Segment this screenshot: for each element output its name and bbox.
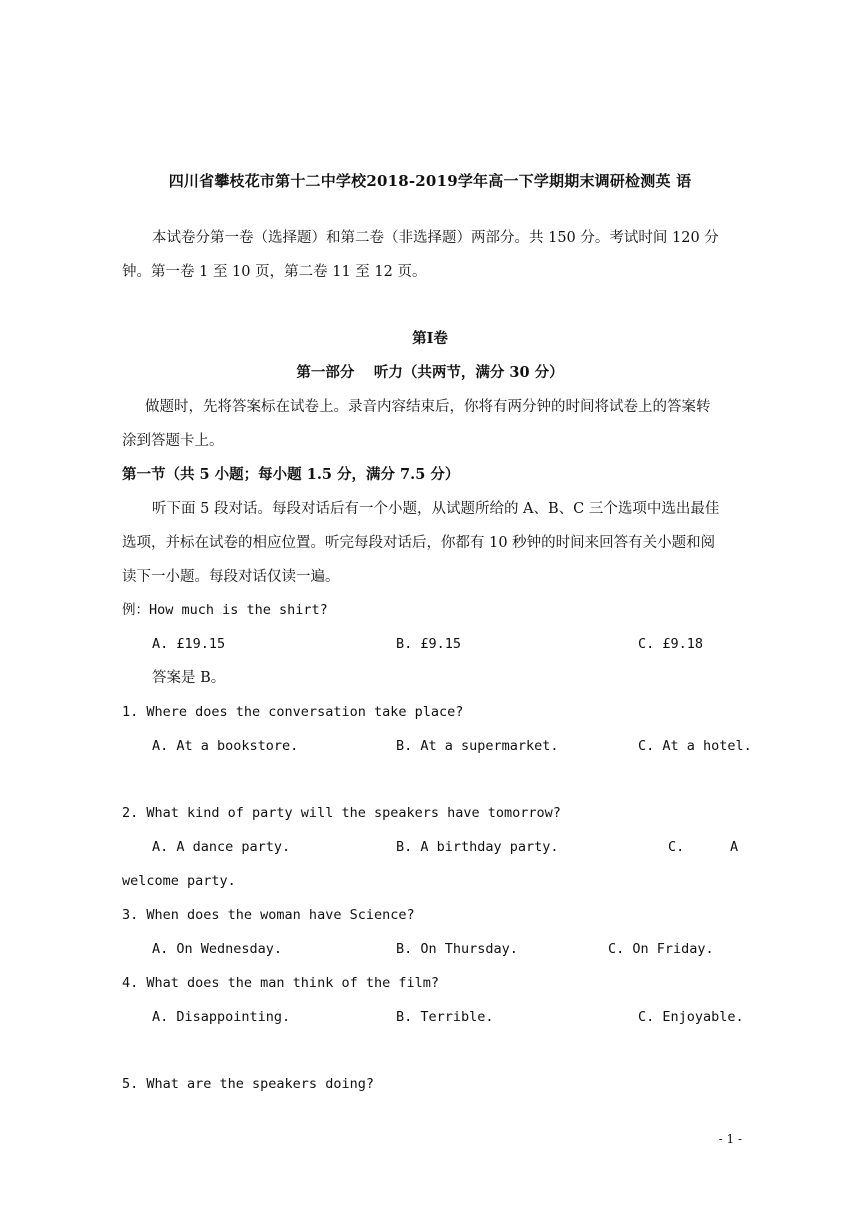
question-1-option-c: C. At a hotel. [638, 738, 752, 754]
question-4-option-b: B. Terrible. [396, 1009, 494, 1025]
intro-line-1: 本试卷分第一卷（选择题）和第二卷（非选择题）两部分。共 150 分。考试时间 120 分 [152, 230, 719, 246]
question-3-option-a: A. On Wednesday. [152, 941, 283, 957]
question-2-option-a: A. A dance party. [152, 839, 291, 855]
question-4: 4. What does the man think of the film? [122, 975, 439, 991]
question-1: 1. Where does the conversation take place? [122, 704, 464, 720]
question-4-option-a: A. Disappointing. [152, 1009, 291, 1025]
volume-heading: 第Ⅰ卷 [412, 330, 448, 347]
document-title: 四川省攀枝花市第十二中学校2018-2019学年高一下学期期末调研检测英 语 [168, 172, 692, 190]
question-3-option-c: C. On Friday. [608, 941, 714, 957]
section-instruction-line-2: 选项，并标在试卷的相应位置。听完每段对话后，你都有 10 秒钟的时间来回答有关小题和阅 [122, 535, 716, 551]
instruction-line-2: 涂到答题卡上。 [122, 433, 224, 449]
question-1-option-b: B. At a supermarket. [396, 738, 559, 754]
question-2-option-b: B. A birthday party. [396, 839, 559, 855]
example-option-b: B. £9.15 [396, 636, 462, 652]
question-3-option-b: B. On Thursday. [396, 941, 518, 957]
intro-line-2: 钟。第一卷 1 至 10 页，第二卷 11 至 12 页。 [122, 264, 427, 280]
question-1-option-a: A. At a bookstore. [152, 738, 299, 754]
question-2: 2. What kind of party will the speakers have tomorrow? [122, 805, 561, 821]
question-2-option-c-start: A [730, 839, 739, 855]
example-question: 例：How much is the shirt? [122, 602, 328, 618]
question-5: 5. What are the speakers doing? [122, 1076, 374, 1092]
question-4-option-c: C. Enjoyable. [638, 1009, 744, 1025]
example-option-a: A. £19.15 [152, 636, 226, 652]
example-option-c: C. £9.18 [638, 636, 704, 652]
section-heading: 第一节（共 5 小题；每小题 1.5 分，满分 7.5 分） [122, 466, 460, 483]
part-heading: 第一部分 听力（共两节，满分 30 分） [296, 364, 564, 381]
example-answer: 答案是 B。 [152, 670, 226, 686]
page-number: - 1 - [718, 1132, 742, 1146]
question-2-option-c-label: C. [668, 839, 685, 855]
section-instruction-line-1: 听下面 5 段对话。每段对话后有一个小题，从试题所给的 A、B、C 三个选项中选出最佳 [152, 501, 720, 517]
question-2-option-c-wrap: welcome party. [122, 873, 236, 889]
instruction-line-1: 做题时，先将答案标在试卷上。录音内容结束后，你将有两分钟的时间将试卷上的答案转 [145, 399, 711, 415]
section-instruction-line-3: 读下一小题。每段对话仅读一遍。 [122, 569, 340, 585]
question-3: 3. When does the woman have Science? [122, 907, 415, 923]
